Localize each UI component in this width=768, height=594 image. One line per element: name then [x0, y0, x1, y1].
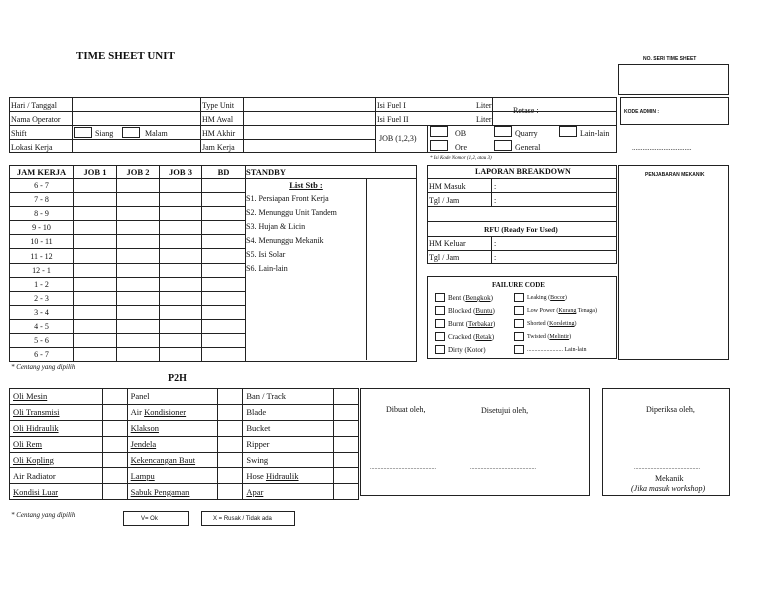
p2h-row [10, 420, 359, 436]
jam-cell[interactable] [74, 348, 117, 362]
no-seri-box[interactable] [618, 64, 729, 95]
nama-operator-label: Nama Operator [11, 115, 61, 124]
p2h-item: Kondisi Luar [10, 484, 103, 500]
jam-cell[interactable] [160, 263, 202, 277]
jam-cell[interactable] [74, 263, 117, 277]
jam-hour: 7 - 8 [10, 193, 74, 207]
quarry-checkbox[interactable] [494, 126, 512, 137]
jam-hour: 10 - 11 [10, 235, 74, 249]
ob-checkbox[interactable] [430, 126, 448, 137]
jam-cell[interactable] [202, 277, 246, 291]
list-stb [246, 179, 367, 360]
tgl-jam2-label: Tgl / Jam [429, 253, 460, 262]
dibuat-sign-line[interactable]: ............................................ [370, 465, 436, 471]
jam-hour: 11 - 12 [10, 249, 74, 263]
list-stb-item: S1. Persiapan Front Kerja [246, 194, 329, 203]
type-unit-label: Type Unit [202, 101, 235, 110]
p2h-check-cell[interactable] [218, 452, 243, 468]
siang-checkbox[interactable] [74, 127, 92, 138]
list-stb-item: S6. Lain-lain [246, 264, 288, 273]
p2h-check-cell[interactable] [102, 436, 127, 452]
legend-ok-label: V= Ok [141, 516, 158, 522]
p2h-item: Apar [243, 484, 334, 500]
jam-kerja-table [9, 165, 417, 362]
jam-hour: 6 - 7 [10, 179, 74, 193]
p2h-item: Oli Kopling [10, 452, 103, 468]
p2h-check-cell[interactable] [102, 420, 127, 436]
jam-cell[interactable] [74, 207, 117, 221]
hm-keluar-label: HM Keluar [429, 239, 466, 248]
failure-label: Blocked (Buntu) [448, 307, 495, 315]
p2h-row [10, 389, 359, 405]
jam-cell[interactable] [160, 193, 202, 207]
failure-checkbox[interactable] [514, 306, 524, 315]
p2h-row [10, 436, 359, 452]
failure-checkbox[interactable] [435, 345, 445, 354]
p2h-item: Kekencangan Baut [127, 452, 218, 468]
jam-cell[interactable] [160, 249, 202, 263]
p2h-check-cell[interactable] [102, 404, 127, 420]
penjabaran-mekanik-box[interactable] [618, 165, 729, 360]
failure-checkbox[interactable] [435, 306, 445, 315]
p2h-item: Oli Rem [10, 436, 103, 452]
p2h-title: P2H [168, 373, 187, 384]
p2h-row [10, 468, 359, 484]
siang-label: Siang [95, 129, 114, 138]
jam-cell[interactable] [160, 291, 202, 305]
p2h-item: Oli Transmisi [10, 404, 103, 420]
jam-hour: 3 - 4 [10, 305, 74, 319]
ob-label: OB [455, 129, 467, 138]
jam-cell[interactable] [160, 179, 202, 193]
jam-cell[interactable] [117, 221, 160, 235]
p2h-item: Oli Hidraulik [10, 420, 103, 436]
failure-label: Dirty (Kotor) [448, 346, 486, 354]
jam-cell[interactable] [160, 348, 202, 362]
jam-col-header: JOB 3 [160, 166, 202, 179]
p2h-check-cell[interactable] [218, 484, 243, 500]
p2h-check-cell[interactable] [102, 484, 127, 500]
liter-label-2: Liter [476, 115, 492, 124]
dibuat-label: Dibuat oleh, [386, 405, 426, 414]
jam-cell[interactable] [74, 334, 117, 348]
jam-cell[interactable] [202, 249, 246, 263]
jam-cell[interactable] [202, 348, 246, 362]
malam-checkbox[interactable] [122, 127, 140, 138]
p2h-item: Oli Mesin [10, 389, 103, 405]
hm-akhir-label: HM Akhir [202, 129, 236, 138]
p2h-item: Ripper [243, 436, 334, 452]
jam-cell[interactable] [117, 193, 160, 207]
jam-hour: 5 - 6 [10, 334, 74, 348]
jam-cell[interactable] [74, 235, 117, 249]
jam-cell[interactable] [117, 179, 160, 193]
jam-cell[interactable] [202, 207, 246, 221]
diperiksa-label: Diperiksa oleh, [646, 405, 695, 414]
jam-cell[interactable] [202, 319, 246, 333]
quarry-label: Quarry [515, 129, 538, 138]
list-stb-item: S5. Isi Solar [246, 250, 286, 259]
p2h-item: Bucket [243, 420, 334, 436]
penjabaran-title: PENJABARAN MEKANIK [645, 172, 705, 178]
failure-checkbox[interactable] [514, 332, 524, 341]
jam-hour: 6 - 7 [10, 348, 74, 362]
jam-cell[interactable] [117, 305, 160, 319]
jam-note: * Centang yang dipilih [11, 363, 76, 371]
retase-label: Retase : [513, 106, 539, 115]
disetujui-label: Disetujui oleh, [481, 406, 529, 415]
p2h-item: Blade [243, 404, 334, 420]
jam-hour: 4 - 5 [10, 319, 74, 333]
p2h-check-cell[interactable] [218, 389, 243, 405]
lain-lain-checkbox[interactable] [559, 126, 577, 137]
jam-cell[interactable] [202, 193, 246, 207]
failure-label: Low Power (Kurang Tenaga) [527, 308, 597, 314]
jam-cell[interactable] [117, 277, 160, 291]
malam-label: Malam [145, 129, 168, 138]
legend-rusak-label: X = Rusak / Tidak ada [213, 516, 272, 522]
jam-col-header: BD [202, 166, 246, 179]
jam-cell[interactable] [117, 334, 160, 348]
jam-cell[interactable] [117, 291, 160, 305]
p2h-item: Sabuk Pengaman [127, 484, 218, 500]
jam-cell[interactable] [160, 334, 202, 348]
p2h-check-cell[interactable] [334, 452, 359, 468]
jam-hour: 8 - 9 [10, 207, 74, 221]
p2h-row [10, 404, 359, 420]
list-stb-item: S2. Menunggu Unit Tandem [246, 208, 337, 217]
p2h-check-cell[interactable] [334, 420, 359, 436]
failure-label: Leaking (Bocor) [527, 295, 567, 301]
list-stb-item: S4. Menunggu Mekanik [246, 236, 324, 245]
jam-hour: 2 - 3 [10, 291, 74, 305]
failure-checkbox[interactable] [435, 293, 445, 302]
failure-label: Cracked (Retak) [448, 333, 495, 341]
failure-label: ........................ Lain-lain [527, 347, 587, 353]
standby-cell [246, 179, 417, 362]
jam-cell[interactable] [74, 179, 117, 193]
p2h-item: Hose Hidraulik [243, 468, 334, 484]
jam-cell[interactable] [160, 277, 202, 291]
tgl-jam2-colon: : [494, 253, 497, 262]
jam-cell[interactable] [117, 249, 160, 263]
form-title: TIME SHEET UNIT [76, 50, 175, 62]
jam-cell[interactable] [74, 193, 117, 207]
hm-masuk-label: HM Masuk [429, 182, 466, 191]
p2h-check-cell[interactable] [102, 452, 127, 468]
jam-cell[interactable] [202, 221, 246, 235]
hm-awal-label: HM Awal [202, 115, 234, 124]
jam-cell[interactable] [202, 305, 246, 319]
jam-cell[interactable] [202, 179, 246, 193]
p2h-check-cell[interactable] [334, 436, 359, 452]
hari-tanggal-label: Hari / Tanggal [11, 101, 57, 110]
jam-cell[interactable] [202, 235, 246, 249]
p2h-table [9, 388, 359, 500]
lain-lain-dots: .................................. [632, 144, 692, 152]
failure-checkbox[interactable] [514, 345, 524, 354]
isi-fuel-1-label: Isi Fuel I [377, 101, 406, 110]
shift-label: Shift [11, 129, 27, 138]
list-stb-title: List Stb : [289, 180, 323, 190]
jam-cell[interactable] [117, 235, 160, 249]
jam-col-header: JAM KERJA [10, 166, 74, 179]
jam-cell[interactable] [160, 235, 202, 249]
disetujui-sign-line[interactable]: ............................................ [470, 465, 536, 471]
p2h-item: Swing [243, 452, 334, 468]
p2h-item: Air Radiator [10, 468, 103, 484]
failure-checkbox[interactable] [514, 293, 524, 302]
failure-checkbox[interactable] [514, 319, 524, 328]
failure-checkbox[interactable] [435, 319, 445, 328]
ore-checkbox[interactable] [430, 140, 448, 151]
jam-kerja-label: Jam Kerja [202, 143, 235, 152]
jam-cell[interactable] [202, 334, 246, 348]
jam-col-header: JOB 2 [117, 166, 160, 179]
p2h-item: Panel [127, 389, 218, 405]
jam-cell[interactable] [117, 207, 160, 221]
p2h-check-cell[interactable] [218, 420, 243, 436]
jam-cell[interactable] [74, 249, 117, 263]
p2h-item: Air Kondisioner [127, 404, 218, 420]
jam-hour: 1 - 2 [10, 277, 74, 291]
general-label: General [515, 143, 541, 152]
p2h-item: Lampu [127, 468, 218, 484]
p2h-check-cell[interactable] [334, 468, 359, 484]
jam-cell[interactable] [160, 305, 202, 319]
kode-note: * Isi Kode Nomor (1,2, atau 3) [430, 156, 492, 161]
failure-label: Bent (Bengkok) [448, 294, 493, 302]
laporan-title: LAPORAN BREAKDOWN [475, 167, 571, 176]
no-seri-label: NO. SERI TIME SHEET [643, 56, 697, 62]
jam-cell[interactable] [117, 319, 160, 333]
isi-fuel-2-label: Isi Fuel II [377, 115, 409, 124]
jam-cell[interactable] [160, 221, 202, 235]
p2h-item: Klakson [127, 420, 218, 436]
workshop-note: (Jika masuk workshop) [631, 484, 706, 493]
jam-cell[interactable] [202, 263, 246, 277]
jam-cell[interactable] [202, 291, 246, 305]
p2h-item: Jendela [127, 436, 218, 452]
jam-cell[interactable] [74, 305, 117, 319]
jam-cell[interactable] [117, 348, 160, 362]
jam-cell[interactable] [74, 277, 117, 291]
failure-label: Twisted (Melintir) [527, 334, 572, 340]
mekanik-label: Mekanik [655, 474, 684, 483]
failure-checkbox[interactable] [435, 332, 445, 341]
p2h-check-cell[interactable] [102, 468, 127, 484]
failure-label: Shorted (Korsleting) [527, 321, 577, 327]
rfu-title: RFU (Ready For Used) [484, 225, 558, 234]
tgl-jam-colon: : [494, 196, 497, 205]
job-label: JOB (1,2,3) [379, 134, 417, 143]
general-checkbox[interactable] [494, 140, 512, 151]
p2h-row [10, 484, 359, 500]
jam-cell[interactable] [74, 221, 117, 235]
jam-col-header: STANDBY [246, 166, 417, 179]
jam-hour: 12 - 1 [10, 263, 74, 277]
lokasi-kerja-label: Lokasi Kerja [11, 143, 53, 152]
lain-lain-label: Lain-lain [580, 129, 610, 138]
p2h-item: Ban / Track [243, 389, 334, 405]
p2h-check-cell[interactable] [334, 484, 359, 500]
jam-cell[interactable] [74, 319, 117, 333]
hm-masuk-colon: : [494, 182, 497, 191]
tgl-jam-label: Tgl / Jam [429, 196, 460, 205]
failure-title: FAILURE CODE [492, 281, 545, 289]
liter-label-1: Liter [476, 101, 492, 110]
jam-cell[interactable] [160, 319, 202, 333]
jam-hour: 9 - 10 [10, 221, 74, 235]
p2h-check-cell[interactable] [102, 389, 127, 405]
jam-cell[interactable] [74, 291, 117, 305]
list-stb-item: S3. Hujan & Licin [246, 222, 306, 231]
jam-row [10, 179, 417, 193]
jam-cell[interactable] [117, 263, 160, 277]
p2h-check-cell[interactable] [218, 436, 243, 452]
ore-label: Ore [455, 143, 467, 152]
p2h-check-cell[interactable] [334, 404, 359, 420]
diperiksa-sign-line[interactable]: ............................................ [634, 465, 700, 471]
p2h-row [10, 452, 359, 468]
p2h-check-cell[interactable] [334, 389, 359, 405]
failure-label: Burnt (Terbakar) [448, 320, 496, 328]
jam-cell[interactable] [160, 207, 202, 221]
p2h-note: * Centang yang dipilih [11, 511, 76, 519]
jam-col-header: JOB 1 [74, 166, 117, 179]
p2h-check-cell[interactable] [218, 468, 243, 484]
kode-admin-label: KODE ADMIN : [624, 109, 660, 115]
p2h-check-cell[interactable] [218, 404, 243, 420]
hm-keluar-colon: : [494, 239, 497, 248]
